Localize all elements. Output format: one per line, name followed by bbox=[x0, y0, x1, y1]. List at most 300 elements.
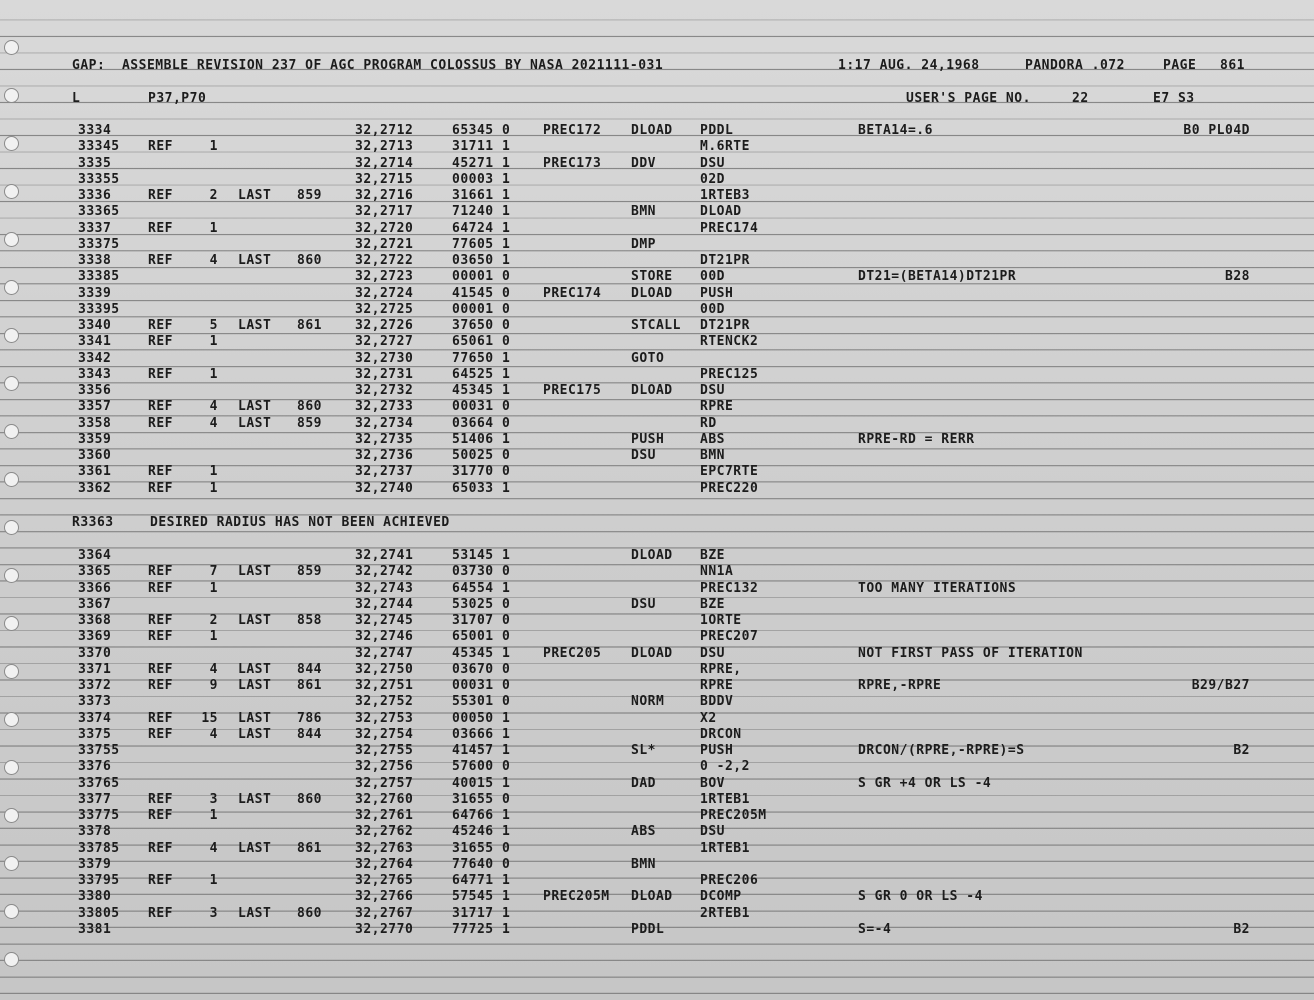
header-title: GAP: ASSEMBLE REVISION 237 OF AGC PROGRAM COLOSSUS BY NASA 2021111-031 bbox=[72, 58, 664, 73]
address: 32,2715 bbox=[355, 171, 414, 187]
operand: BZE bbox=[700, 548, 725, 563]
octal-word: 45345 1 bbox=[452, 645, 511, 661]
octal-word: 00031 0 bbox=[452, 678, 511, 693]
ref-count: 1 bbox=[209, 464, 218, 480]
octal-word: 45246 1 bbox=[452, 824, 511, 840]
ref-count: 3 bbox=[209, 905, 218, 921]
last-page: 859 bbox=[297, 564, 322, 580]
ref-marker: REF bbox=[148, 220, 173, 236]
operand: PREC125 bbox=[700, 366, 759, 382]
line-number: 3336 bbox=[78, 188, 112, 203]
operand: 0 -2,2 bbox=[700, 759, 750, 775]
line-number: 33755 bbox=[78, 743, 120, 758]
ref-count: 1 bbox=[209, 873, 218, 888]
label: PREC205M bbox=[543, 889, 610, 905]
opcode: STORE bbox=[631, 269, 673, 285]
last-page: 861 bbox=[297, 840, 322, 856]
octal-word: 55301 0 bbox=[452, 694, 511, 710]
line-number: 3340 bbox=[78, 318, 112, 333]
ref-count: 4 bbox=[209, 840, 218, 856]
line-number: 3371 bbox=[78, 661, 112, 677]
ref-count: 1 bbox=[209, 334, 218, 350]
ref-count: 7 bbox=[209, 564, 218, 580]
address: 32,2752 bbox=[355, 694, 414, 710]
octal-word: 03666 1 bbox=[452, 726, 511, 742]
feed-hole bbox=[4, 616, 19, 631]
line-number: 3366 bbox=[78, 580, 112, 596]
last-marker: LAST bbox=[238, 840, 272, 856]
address: 32,2745 bbox=[355, 613, 414, 628]
line-number: 3375 bbox=[78, 726, 112, 742]
octal-word: 65061 0 bbox=[452, 334, 511, 350]
operand: DT21PR bbox=[700, 253, 750, 268]
last-marker: LAST bbox=[238, 253, 272, 268]
opcode: DDV bbox=[631, 155, 656, 171]
ref-count: 4 bbox=[209, 661, 218, 677]
ref-marker: REF bbox=[148, 726, 173, 742]
address: 32,2756 bbox=[355, 759, 414, 775]
header-timestamp: 1:17 AUG. 24,1968 bbox=[838, 58, 980, 73]
line-number: 3356 bbox=[78, 383, 112, 398]
ref-count: 1 bbox=[209, 480, 218, 496]
address: 32,2734 bbox=[355, 415, 414, 431]
octal-word: 41545 0 bbox=[452, 285, 511, 301]
subheader-line bbox=[0, 91, 1195, 107]
octal-word: 57545 1 bbox=[452, 889, 511, 905]
octal-word: 31770 0 bbox=[452, 464, 511, 480]
line-number: 3338 bbox=[78, 253, 112, 268]
ref-count: 1 bbox=[209, 139, 218, 155]
comment: RPRE,-RPRE bbox=[858, 678, 942, 693]
line-number: 3369 bbox=[78, 629, 112, 645]
feed-hole bbox=[4, 472, 19, 487]
operand: 1RTEB1 bbox=[700, 791, 750, 807]
operand: 02D bbox=[700, 171, 725, 187]
operand: BOV bbox=[700, 775, 725, 791]
line-number: 3364 bbox=[78, 548, 112, 563]
line-number: 3359 bbox=[78, 431, 112, 447]
address: 32,2722 bbox=[355, 253, 414, 268]
ref-marker: REF bbox=[148, 188, 173, 203]
operand: BZE bbox=[700, 596, 725, 612]
ref-marker: REF bbox=[148, 710, 173, 726]
ref-marker: REF bbox=[148, 318, 173, 333]
address: 32,2762 bbox=[355, 824, 414, 840]
comment: S GR 0 OR LS -4 bbox=[858, 889, 983, 905]
operand: DCOMP bbox=[700, 889, 742, 905]
address: 32,2767 bbox=[355, 905, 414, 921]
address: 32,2725 bbox=[355, 301, 414, 317]
ref-marker: REF bbox=[148, 873, 173, 888]
ref-count: 4 bbox=[209, 726, 218, 742]
feed-hole bbox=[4, 424, 19, 439]
address: 32,2743 bbox=[355, 580, 414, 596]
comment: S=-4 bbox=[858, 921, 892, 937]
feed-hole bbox=[4, 712, 19, 727]
octal-word: 64525 1 bbox=[452, 366, 511, 382]
last-marker: LAST bbox=[238, 678, 272, 693]
last-page: 860 bbox=[297, 399, 322, 415]
operand: DSU bbox=[700, 645, 725, 661]
line-number: 3342 bbox=[78, 350, 112, 366]
label: PREC205 bbox=[543, 645, 602, 661]
address: 32,2713 bbox=[355, 139, 414, 155]
users-page-number: 22 bbox=[1072, 91, 1089, 106]
operand: 1ORTE bbox=[700, 613, 742, 628]
line-number: 3378 bbox=[78, 824, 112, 840]
operand: PUSH bbox=[700, 285, 734, 301]
address: 32,2751 bbox=[355, 678, 414, 693]
line-number: 33775 bbox=[78, 808, 120, 823]
line-number: 3337 bbox=[78, 220, 112, 236]
line-number: 33785 bbox=[78, 840, 120, 856]
octal-word: 71240 1 bbox=[452, 204, 511, 220]
last-marker: LAST bbox=[238, 188, 272, 203]
ref-marker: REF bbox=[148, 791, 173, 807]
ref-count: 2 bbox=[209, 188, 218, 203]
operand: PREC205M bbox=[700, 808, 767, 823]
address: 32,2732 bbox=[355, 383, 414, 398]
octal-word: 31707 0 bbox=[452, 613, 511, 628]
opcode: BMN bbox=[631, 856, 656, 872]
header-page-number: 861 bbox=[1220, 58, 1245, 73]
octal-word: 53025 0 bbox=[452, 596, 511, 612]
line-number: 3373 bbox=[78, 694, 112, 710]
line-number: 3367 bbox=[78, 596, 112, 612]
last-page: 860 bbox=[297, 253, 322, 268]
subheader-section: P37,P70 bbox=[148, 91, 207, 106]
octal-word: 03670 0 bbox=[452, 661, 511, 677]
address: 32,2764 bbox=[355, 856, 414, 872]
line-number: 33385 bbox=[78, 269, 120, 285]
address: 32,2714 bbox=[355, 155, 414, 171]
comment: BETA14=.6 bbox=[858, 123, 933, 138]
subheader-right-code: E7 S3 bbox=[1153, 91, 1195, 106]
octal-word: 64724 1 bbox=[452, 220, 511, 236]
octal-word: 00050 1 bbox=[452, 710, 511, 726]
address: 32,2766 bbox=[355, 889, 414, 905]
operand: DSU bbox=[700, 383, 725, 398]
line-number: 3372 bbox=[78, 678, 112, 693]
octal-word: 77605 1 bbox=[452, 236, 511, 252]
address: 32,2753 bbox=[355, 710, 414, 726]
operand: BDDV bbox=[700, 694, 734, 710]
line-number: 33345 bbox=[78, 139, 120, 155]
line-number: 3362 bbox=[78, 480, 112, 496]
opcode: ABS bbox=[631, 824, 656, 840]
operand: M.6RTE bbox=[700, 139, 750, 155]
operand: PREC174 bbox=[700, 220, 759, 236]
opcode: DMP bbox=[631, 236, 656, 252]
ref-marker: REF bbox=[148, 480, 173, 496]
operand: RPRE bbox=[700, 678, 734, 693]
octal-word: 57600 0 bbox=[452, 759, 511, 775]
octal-word: 00031 0 bbox=[452, 399, 511, 415]
ref-count: 5 bbox=[209, 318, 218, 333]
line-number: 3341 bbox=[78, 334, 112, 350]
address: 32,2737 bbox=[355, 464, 414, 480]
last-page: 861 bbox=[297, 678, 322, 693]
ref-count: 4 bbox=[209, 253, 218, 268]
feed-hole bbox=[4, 40, 19, 55]
opcode: GOTO bbox=[631, 350, 665, 366]
operand: PREC132 bbox=[700, 580, 759, 596]
address: 32,2757 bbox=[355, 775, 414, 791]
ref-marker: REF bbox=[148, 613, 173, 628]
operand: PREC220 bbox=[700, 480, 759, 496]
ref-marker: REF bbox=[148, 580, 173, 596]
octal-word: 03650 1 bbox=[452, 253, 511, 268]
opcode: DSU bbox=[631, 596, 656, 612]
line-number: 3365 bbox=[78, 564, 112, 580]
address: 32,2712 bbox=[355, 123, 414, 138]
octal-word: 41457 1 bbox=[452, 743, 511, 758]
users-page-label: USER'S PAGE NO. bbox=[906, 91, 1031, 106]
line-number: 3358 bbox=[78, 415, 112, 431]
last-page: 860 bbox=[297, 905, 322, 921]
ref-count: 1 bbox=[209, 629, 218, 645]
line-number: 33805 bbox=[78, 905, 120, 921]
comment: DRCON/(RPRE,-RPRE)=S bbox=[858, 743, 1025, 758]
address: 32,2742 bbox=[355, 564, 414, 580]
ref-marker: REF bbox=[148, 399, 173, 415]
octal-word: 00001 0 bbox=[452, 301, 511, 317]
last-marker: LAST bbox=[238, 318, 272, 333]
octal-word: 31711 1 bbox=[452, 139, 511, 155]
comment: RPRE-RD = RERR bbox=[858, 431, 975, 447]
octal-word: 45271 1 bbox=[452, 155, 511, 171]
ref-count: 2 bbox=[209, 613, 218, 628]
ref-marker: REF bbox=[148, 808, 173, 823]
feed-hole bbox=[4, 856, 19, 871]
address: 32,2731 bbox=[355, 366, 414, 382]
operand: 2RTEB1 bbox=[700, 905, 750, 921]
ref-marker: REF bbox=[148, 253, 173, 268]
comment: DT21=(BETA14)DT21PR bbox=[858, 269, 1017, 285]
opcode: DLOAD bbox=[631, 645, 673, 661]
octal-word: 00003 1 bbox=[452, 171, 511, 187]
last-marker: LAST bbox=[238, 564, 272, 580]
octal-word: 64766 1 bbox=[452, 808, 511, 823]
address: 32,2747 bbox=[355, 645, 414, 661]
ref-marker: REF bbox=[148, 464, 173, 480]
address: 32,2716 bbox=[355, 188, 414, 203]
line-number: 33375 bbox=[78, 236, 120, 252]
scale-note: B29/B27 bbox=[1191, 678, 1250, 693]
address: 32,2724 bbox=[355, 285, 414, 301]
last-page: 844 bbox=[297, 661, 322, 677]
feed-hole bbox=[4, 760, 19, 775]
last-marker: LAST bbox=[238, 415, 272, 431]
address: 32,2726 bbox=[355, 318, 414, 333]
opcode: DSU bbox=[631, 448, 656, 463]
line-number: 33795 bbox=[78, 873, 120, 888]
opcode: BMN bbox=[631, 204, 656, 220]
octal-word: 53145 1 bbox=[452, 548, 511, 563]
operand: PREC206 bbox=[700, 873, 759, 888]
address: 32,2761 bbox=[355, 808, 414, 823]
operand: RPRE bbox=[700, 399, 734, 415]
opcode: DLOAD bbox=[631, 383, 673, 398]
octal-word: 64771 1 bbox=[452, 873, 511, 888]
scale-note: B28 bbox=[1225, 269, 1250, 285]
ref-marker: REF bbox=[148, 678, 173, 693]
line-number: 3370 bbox=[78, 645, 112, 661]
address: 32,2744 bbox=[355, 596, 414, 612]
opcode: DLOAD bbox=[631, 548, 673, 563]
feed-hole bbox=[4, 280, 19, 295]
message-text: DESIRED RADIUS HAS NOT BEEN ACHIEVED bbox=[150, 515, 450, 530]
operand: BMN bbox=[700, 448, 725, 463]
opcode: PDDL bbox=[631, 921, 665, 937]
operand: 00D bbox=[700, 301, 725, 317]
last-page: 861 bbox=[297, 318, 322, 333]
line-number: 3335 bbox=[78, 155, 112, 171]
line-number: 3343 bbox=[78, 366, 112, 382]
scale-note: B2 bbox=[1233, 921, 1250, 937]
scale-note: B2 bbox=[1233, 743, 1250, 758]
opcode: DAD bbox=[631, 775, 656, 791]
message-line bbox=[0, 515, 450, 531]
opcode: PUSH bbox=[631, 431, 665, 447]
address: 32,2740 bbox=[355, 480, 414, 496]
ref-marker: REF bbox=[148, 661, 173, 677]
operand: PDDL bbox=[700, 123, 734, 138]
ref-count: 1 bbox=[209, 366, 218, 382]
octal-word: 03664 0 bbox=[452, 415, 511, 431]
last-marker: LAST bbox=[238, 905, 272, 921]
last-page: 859 bbox=[297, 188, 322, 203]
line-number: 3339 bbox=[78, 285, 112, 301]
address: 32,2720 bbox=[355, 220, 414, 236]
subheader-left-code: L bbox=[72, 91, 81, 106]
octal-word: 45345 1 bbox=[452, 383, 511, 398]
feed-hole bbox=[4, 952, 19, 967]
address: 32,2770 bbox=[355, 921, 414, 937]
address: 32,2735 bbox=[355, 431, 414, 447]
ref-marker: REF bbox=[148, 905, 173, 921]
line-number: 3357 bbox=[78, 399, 112, 415]
address: 32,2723 bbox=[355, 269, 414, 285]
ref-count: 3 bbox=[209, 791, 218, 807]
octal-word: 65033 1 bbox=[452, 480, 511, 496]
line-number: 3376 bbox=[78, 759, 112, 775]
octal-word: 65345 0 bbox=[452, 123, 511, 138]
address: 32,2746 bbox=[355, 629, 414, 645]
line-number: 3379 bbox=[78, 856, 112, 872]
operand: 00D bbox=[700, 269, 725, 285]
feed-hole bbox=[4, 664, 19, 679]
octal-word: 31655 0 bbox=[452, 791, 511, 807]
ref-marker: REF bbox=[148, 366, 173, 382]
opcode: DLOAD bbox=[631, 889, 673, 905]
operand: EPC7RTE bbox=[700, 464, 759, 480]
ref-marker: REF bbox=[148, 334, 173, 350]
opcode: DLOAD bbox=[631, 123, 673, 138]
line-number: 33395 bbox=[78, 301, 120, 317]
ref-marker: REF bbox=[148, 139, 173, 155]
ref-count: 4 bbox=[209, 399, 218, 415]
operand: DT21PR bbox=[700, 318, 750, 333]
address: 32,2754 bbox=[355, 726, 414, 742]
ref-marker: REF bbox=[148, 564, 173, 580]
address: 32,2717 bbox=[355, 204, 414, 220]
address: 32,2730 bbox=[355, 350, 414, 366]
line-number: 3374 bbox=[78, 710, 112, 726]
address: 32,2741 bbox=[355, 548, 414, 563]
address: 32,2736 bbox=[355, 448, 414, 463]
operand: 1RTEB1 bbox=[700, 840, 750, 856]
octal-word: 50025 0 bbox=[452, 448, 511, 463]
last-marker: LAST bbox=[238, 613, 272, 628]
line-number: 3381 bbox=[78, 921, 112, 937]
operand: NN1A bbox=[700, 564, 734, 580]
octal-word: 64554 1 bbox=[452, 580, 511, 596]
operand: 1RTEB3 bbox=[700, 188, 750, 203]
operand: RD bbox=[700, 415, 717, 431]
octal-word: 65001 0 bbox=[452, 629, 511, 645]
octal-word: 37650 0 bbox=[452, 318, 511, 333]
operand: DLOAD bbox=[700, 204, 742, 220]
last-page: 786 bbox=[297, 710, 322, 726]
ref-marker: REF bbox=[148, 415, 173, 431]
feed-hole bbox=[4, 904, 19, 919]
ref-marker: REF bbox=[148, 840, 173, 856]
line-number: 3334 bbox=[78, 123, 112, 138]
octal-word: 03730 0 bbox=[452, 564, 511, 580]
operand: DRCON bbox=[700, 726, 742, 742]
comment: TOO MANY ITERATIONS bbox=[858, 580, 1017, 596]
last-marker: LAST bbox=[238, 399, 272, 415]
address: 32,2760 bbox=[355, 791, 414, 807]
last-page: 858 bbox=[297, 613, 322, 628]
header-page-label: PAGE bbox=[1163, 58, 1197, 73]
operand: RPRE, bbox=[700, 661, 742, 677]
operand: ABS bbox=[700, 431, 725, 447]
label: PREC175 bbox=[543, 383, 602, 398]
header-site: PANDORA .072 bbox=[1025, 58, 1125, 73]
comment: NOT FIRST PASS OF ITERATION bbox=[858, 645, 1083, 661]
line-number: 3377 bbox=[78, 791, 112, 807]
address: 32,2763 bbox=[355, 840, 414, 856]
ref-count: 1 bbox=[209, 580, 218, 596]
last-page: 860 bbox=[297, 791, 322, 807]
ref-count: 15 bbox=[201, 710, 218, 726]
octal-word: 77640 0 bbox=[452, 856, 511, 872]
octal-word: 77725 1 bbox=[452, 921, 511, 937]
ref-count: 1 bbox=[209, 808, 218, 823]
operand: X2 bbox=[700, 710, 717, 726]
last-marker: LAST bbox=[238, 726, 272, 742]
last-marker: LAST bbox=[238, 710, 272, 726]
label: PREC173 bbox=[543, 155, 602, 171]
line-number: 3361 bbox=[78, 464, 112, 480]
address: 32,2750 bbox=[355, 661, 414, 677]
octal-word: 77650 1 bbox=[452, 350, 511, 366]
ref-marker: REF bbox=[148, 629, 173, 645]
octal-word: 40015 1 bbox=[452, 775, 511, 791]
line-number: 33365 bbox=[78, 204, 120, 220]
ref-count: 4 bbox=[209, 415, 218, 431]
address: 32,2727 bbox=[355, 334, 414, 350]
feed-hole bbox=[4, 376, 19, 391]
address: 32,2765 bbox=[355, 873, 414, 888]
header-line bbox=[0, 58, 1245, 74]
last-marker: LAST bbox=[238, 661, 272, 677]
last-page: 844 bbox=[297, 726, 322, 742]
label: PREC172 bbox=[543, 123, 602, 138]
feed-hole bbox=[4, 328, 19, 343]
